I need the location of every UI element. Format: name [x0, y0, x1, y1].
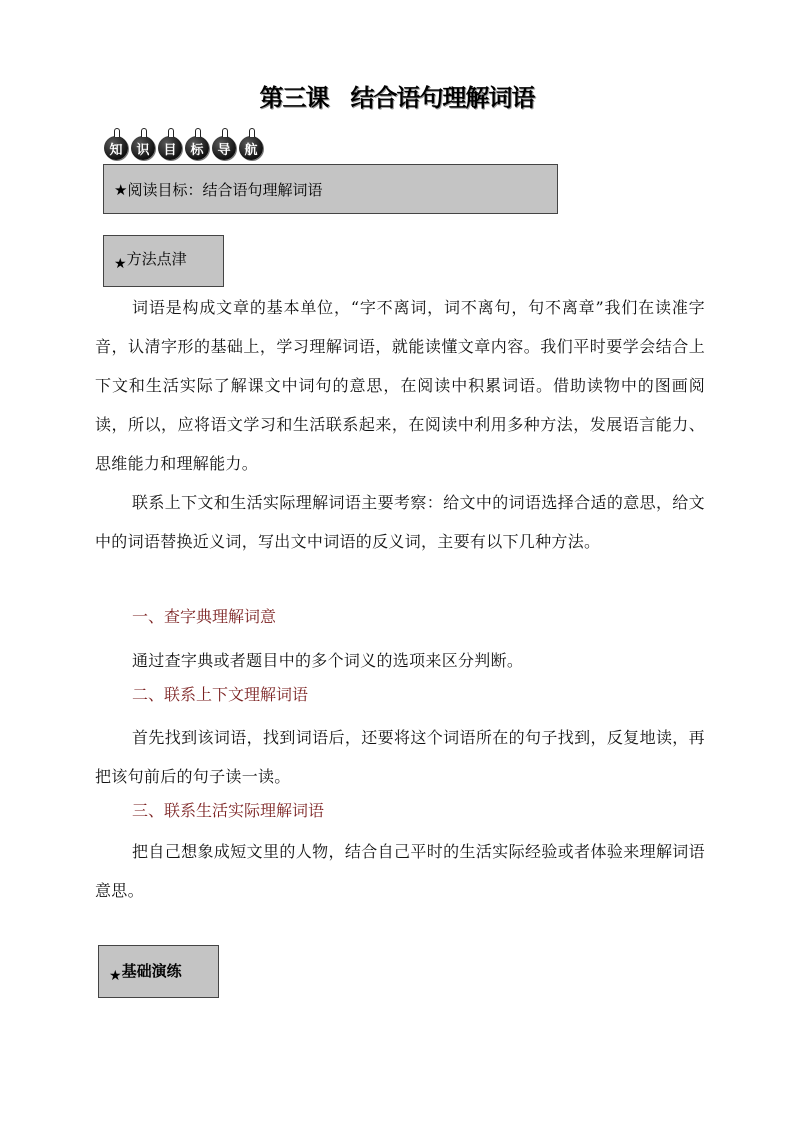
lesson-number: 第三课	[259, 84, 329, 112]
page-title	[0, 78, 794, 113]
nav-badge: 知	[104, 136, 128, 160]
dictionary-paragraph: 通过查字典或者题目中的多个词义的选项来区分判断。	[132, 651, 524, 670]
nav-badge: 航	[239, 136, 263, 160]
method-heading-life: 三、联系生活实际理解词语	[132, 801, 325, 820]
nav-badge: 导	[212, 136, 236, 160]
method-heading-dictionary: 一、查字典理解词意	[132, 607, 277, 626]
lesson-topic: 结合语句理解词语	[350, 84, 535, 112]
basic-practice-label: 基础演练	[121, 962, 182, 980]
reading-goal-box: ★阅读目标：结合语句理解词语	[103, 164, 558, 214]
basic-practice-box	[98, 945, 219, 998]
star-icon: ★	[114, 256, 127, 272]
intro-paragraph: 词语是构成文章的基本单位，“字不离词，词不离句，句不离章”我们在读准字音，认清字形的基础上，学习理解词语，就能读懂文章内容。我们平时要学会结合上下文和生活实际了解课文中词句的意思，在阅读中积累词语。借助读物中的图画阅读，所以，应将语文学习和生活联系起来，在阅读中利用多种方法，发展语言能力、思维能力和理解能力。	[95, 298, 705, 473]
nav-badge: 标	[185, 136, 209, 160]
method-heading-context: 二、联系上下文理解词语	[132, 685, 309, 704]
knowledge-goal-nav-banner	[104, 128, 263, 162]
method-tips-box	[103, 235, 224, 287]
context-paragraph: 首先找到该词语，找到词语后，还要将这个词语所在的句子找到，反复地读，再把该句前后的句子读一读。	[95, 728, 705, 786]
life-paragraph: 把自己想象成短文里的人物，结合自己平时的生活实际经验或者体验来理解词语意思。	[95, 842, 705, 900]
nav-badge: 目	[158, 136, 182, 160]
method-tips-label: 方法点津	[126, 250, 187, 268]
assessment-paragraph: 联系上下文和生活实际理解词语主要考察：给文中的词语选择合适的意思，给文中的词语替换近义词，写出文中词语的反义词，主要有以下几种方法。	[95, 493, 705, 551]
star-icon: ★	[109, 968, 122, 984]
nav-badge: 识	[131, 136, 155, 160]
